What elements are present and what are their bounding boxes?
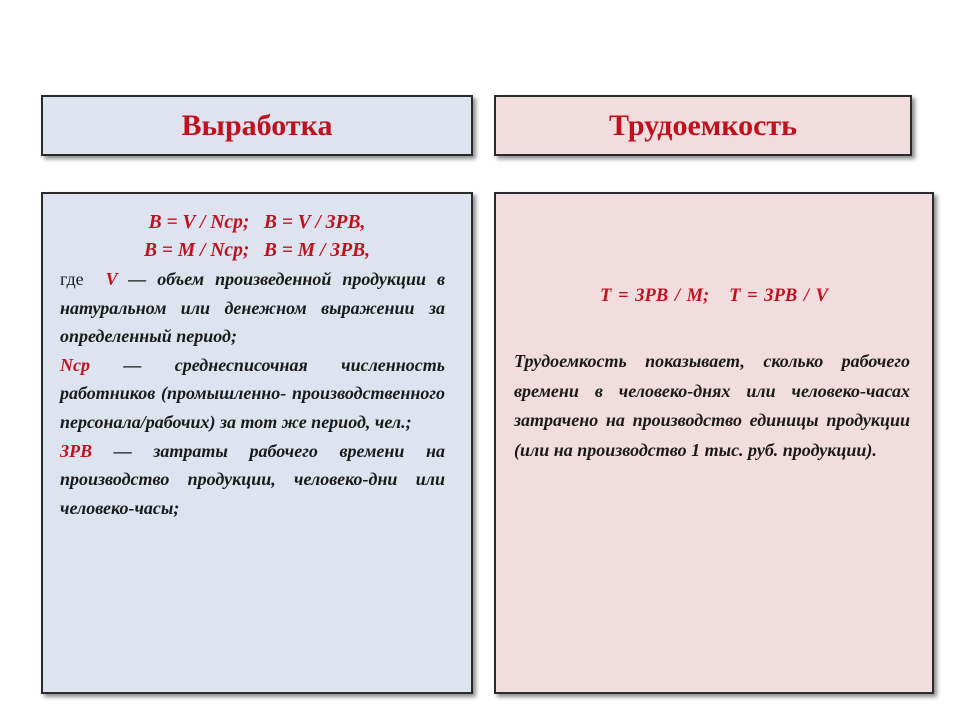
definition-n-text: — среднесписочная численность работников (промышленно- производственного персонала/рабочих) за тот же период, чел.; — [60, 354, 445, 432]
trudoemkost-description: Трудоемкость показывает, сколько рабочего времени в человеко-днях или человеко-часах затрачено на производство единицы продукции (или на производство 1 тыс. руб. продукции). — [514, 351, 910, 460]
symbol-v: V — [105, 269, 118, 289]
definition-n — [60, 351, 445, 437]
trudoemkost-header — [494, 95, 912, 156]
trudoemkost-formula: Т = ЗРВ / М; Т = ЗРВ / V — [600, 286, 828, 306]
vyrabotka-formulas — [43, 209, 471, 265]
definition-v — [60, 265, 445, 351]
vyrabotka-title: Выработка — [181, 108, 333, 142]
symbol-ncp: Nср — [60, 354, 90, 375]
formula-line-2: В = М / Nср; В = М / ЗРВ, — [143, 240, 371, 261]
definition-v-text: — объем произведенной продукции в натуральном или денежном выражении за определенный период; — [60, 269, 446, 347]
trudoemkost-panel — [494, 192, 934, 694]
vyrabotka-header — [41, 95, 473, 156]
trudoemkost-title: Трудоемкость — [609, 108, 797, 142]
definition-zrv — [60, 437, 445, 523]
vyrabotka-definitions — [60, 265, 445, 522]
vyrabotka-panel — [41, 192, 473, 694]
symbol-zrv: ЗРВ — [60, 440, 93, 461]
where-word: где — [60, 269, 84, 289]
formula-line-1: В = V / Nср; В = V / ЗРВ, — [148, 212, 366, 233]
definition-zrv-text: — затраты рабочего времени на производство продукции, человеко-дни или человеко-часы; — [60, 440, 445, 518]
